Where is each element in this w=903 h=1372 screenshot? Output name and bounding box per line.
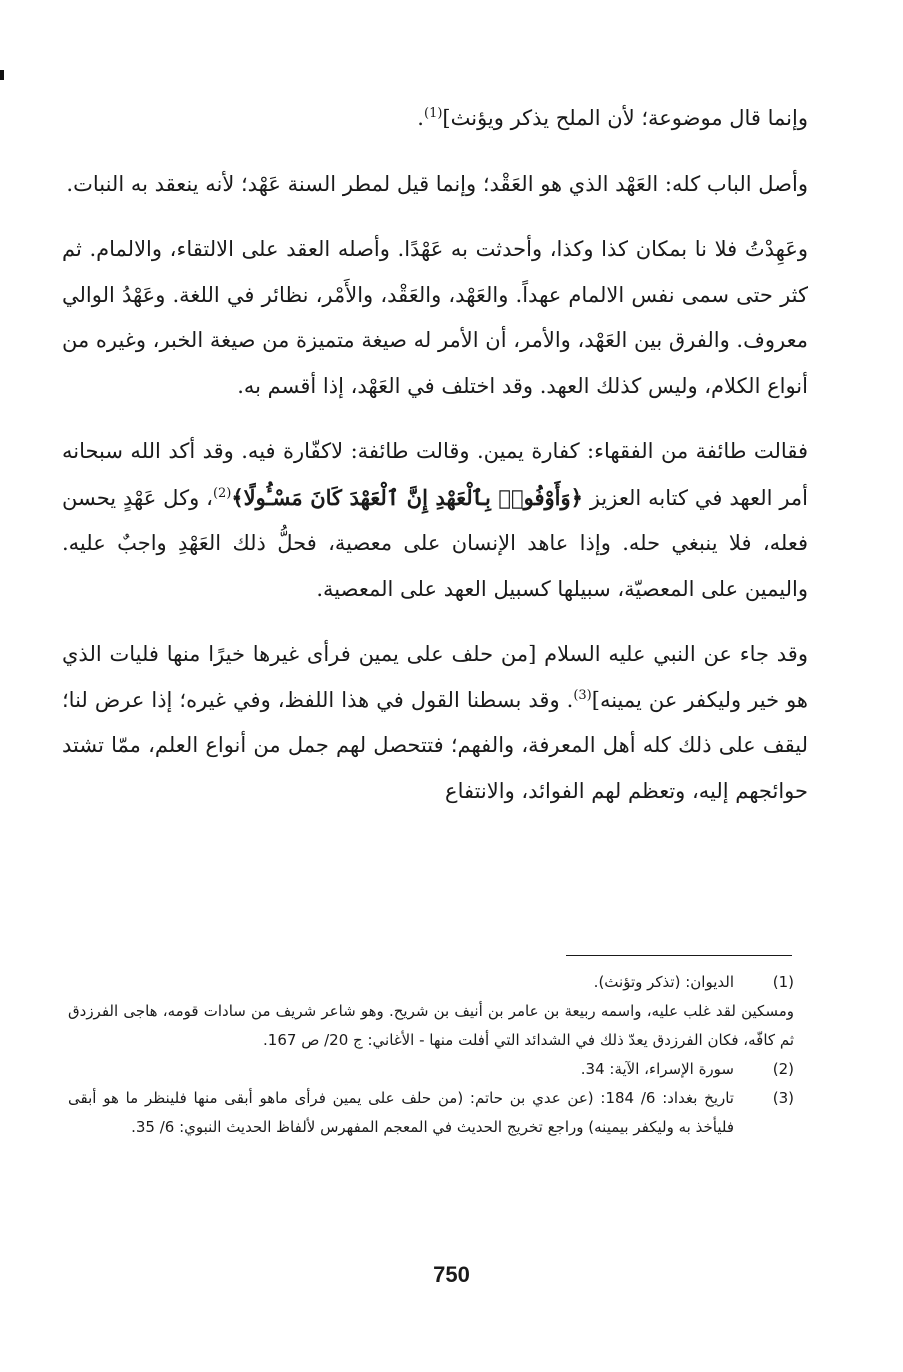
paragraph-4-text: فقالت طائفة من الفقهاء: كفارة يمين. وقالت طائفة: لاكفّارة فيه. وقد أكد الله سبحانه أمر العهد في كتابه العزيز (62, 439, 809, 510)
footnote-text: سورة الإسراء، الآية: 34. (580, 1060, 734, 1078)
paragraph-1-end: . (417, 106, 424, 130)
paragraph-4-end: ، وكل عَهْدٍ يحسن فعله، فلا ينبغي حله. وإذا عاهد الإنسان على معصية، فحلُّ ذلك العَهْدِ واجبٌ عليه. واليمين على المعصيّة، سبيلها كسبيل العهد على المعصية. (62, 485, 808, 601)
footnote-1 (68, 968, 794, 997)
footnote-number: (3) (772, 1089, 794, 1107)
footnote-ref-3[interactable]: (3) (573, 687, 592, 703)
paragraph-1-text: وإنما قال موضوعة؛ لأن الملح يذكر ويؤنث] (442, 106, 808, 130)
quran-verse: ﴿وَأَوْفُوا۟ بِٱلْعَهْدِ إِنَّ ٱلْعَهْدَ كَانَ مَسْـُٔولًا﴾ (231, 484, 583, 510)
page-number: 750 (433, 1262, 470, 1287)
footnote-divider (566, 955, 792, 956)
footnote-text: الديوان: (تذكر وتؤنث). (593, 973, 734, 991)
footnotes (68, 968, 794, 1142)
footnote-text: تاريخ بغداد: 6/ 184: (عن عدي بن حاتم: (من حلف على يمين فرأى ماهو أبقى منها فلينظر ما هو أبقى فليأخذ به وليكفر بيمينه) وراجع تخريج الحديث في المعجم المفهرس لألفاظ الحديث النبوي: 6/ 35. (68, 1089, 734, 1136)
paragraph-1 (62, 96, 808, 142)
footnote-ref-1[interactable]: (1) (423, 106, 443, 121)
footnote-ref-2[interactable]: (2) (212, 485, 232, 501)
paragraph-5 (62, 632, 808, 814)
paragraph-2: وأصل الباب كله: العَهْد الذي هو العَقْد؛ وإنما قيل لمطر السنة عَهْد؛ لأنه ينعقد به النبات. (66, 171, 808, 196)
main-text (62, 96, 808, 814)
footnote-2 (68, 1055, 794, 1084)
footnote-number: (1) (772, 973, 794, 991)
paragraph-4 (62, 429, 808, 612)
paragraph-5-text: وقد جاء عن النبي عليه السلام [من حلف على يمين فرأى غيرها خيرًا منها فليات الذي هو خير وليكفر عن يمينه] (62, 642, 809, 712)
footnote-3 (68, 1084, 794, 1142)
footnote-number: (2) (772, 1060, 794, 1078)
paragraph-3: وعَهِدْتُ فلا نا بمكان كذا وكذا، وأحدثت به عَهْدًا. وأصله العقد على الالتقاء، والالمام. ثم كثر حتى سمى نفس الالمام عهداً. والعَهْد، والعَقْد، والأَمْر، نظائر في اللغة. وعَهْدُ الوالي معروف. والفرق بين العَهْد، والأمر، أن الأمر له صيغة متميزة من صيغة الخبر، وغيره من أنواع الكلام، وليس كذلك العهد. وقد اختلف في العَهْد، إذا أقسم به. (62, 237, 808, 398)
scan-speck (0, 70, 4, 80)
paragraph-5-end: . وقد بسطنا القول في هذا اللفظ، وفي غيره؛ إذا عرض لنا؛ ليقف على ذلك كله أهل المعرفة، والفهم؛ فتتحصل لهم جمل من أنواع العلم، ممّا تشتد حوائجهم إليه، وتعظم لهم الفوائد، والانتفاع (62, 687, 808, 803)
footnote-1-continuation: ومسكين لقد غلب عليه، واسمه ربيعة بن عامر بن أنيف بن شريح. وهو شاعر شريف من سادات قومه، هاجى الفرزدق ثم كافّه، فكان الفرزدق يعدّ ذلك في الشدائد التي أفلت منها - الأغاني: ج 20/ ص 167. (68, 1002, 794, 1049)
